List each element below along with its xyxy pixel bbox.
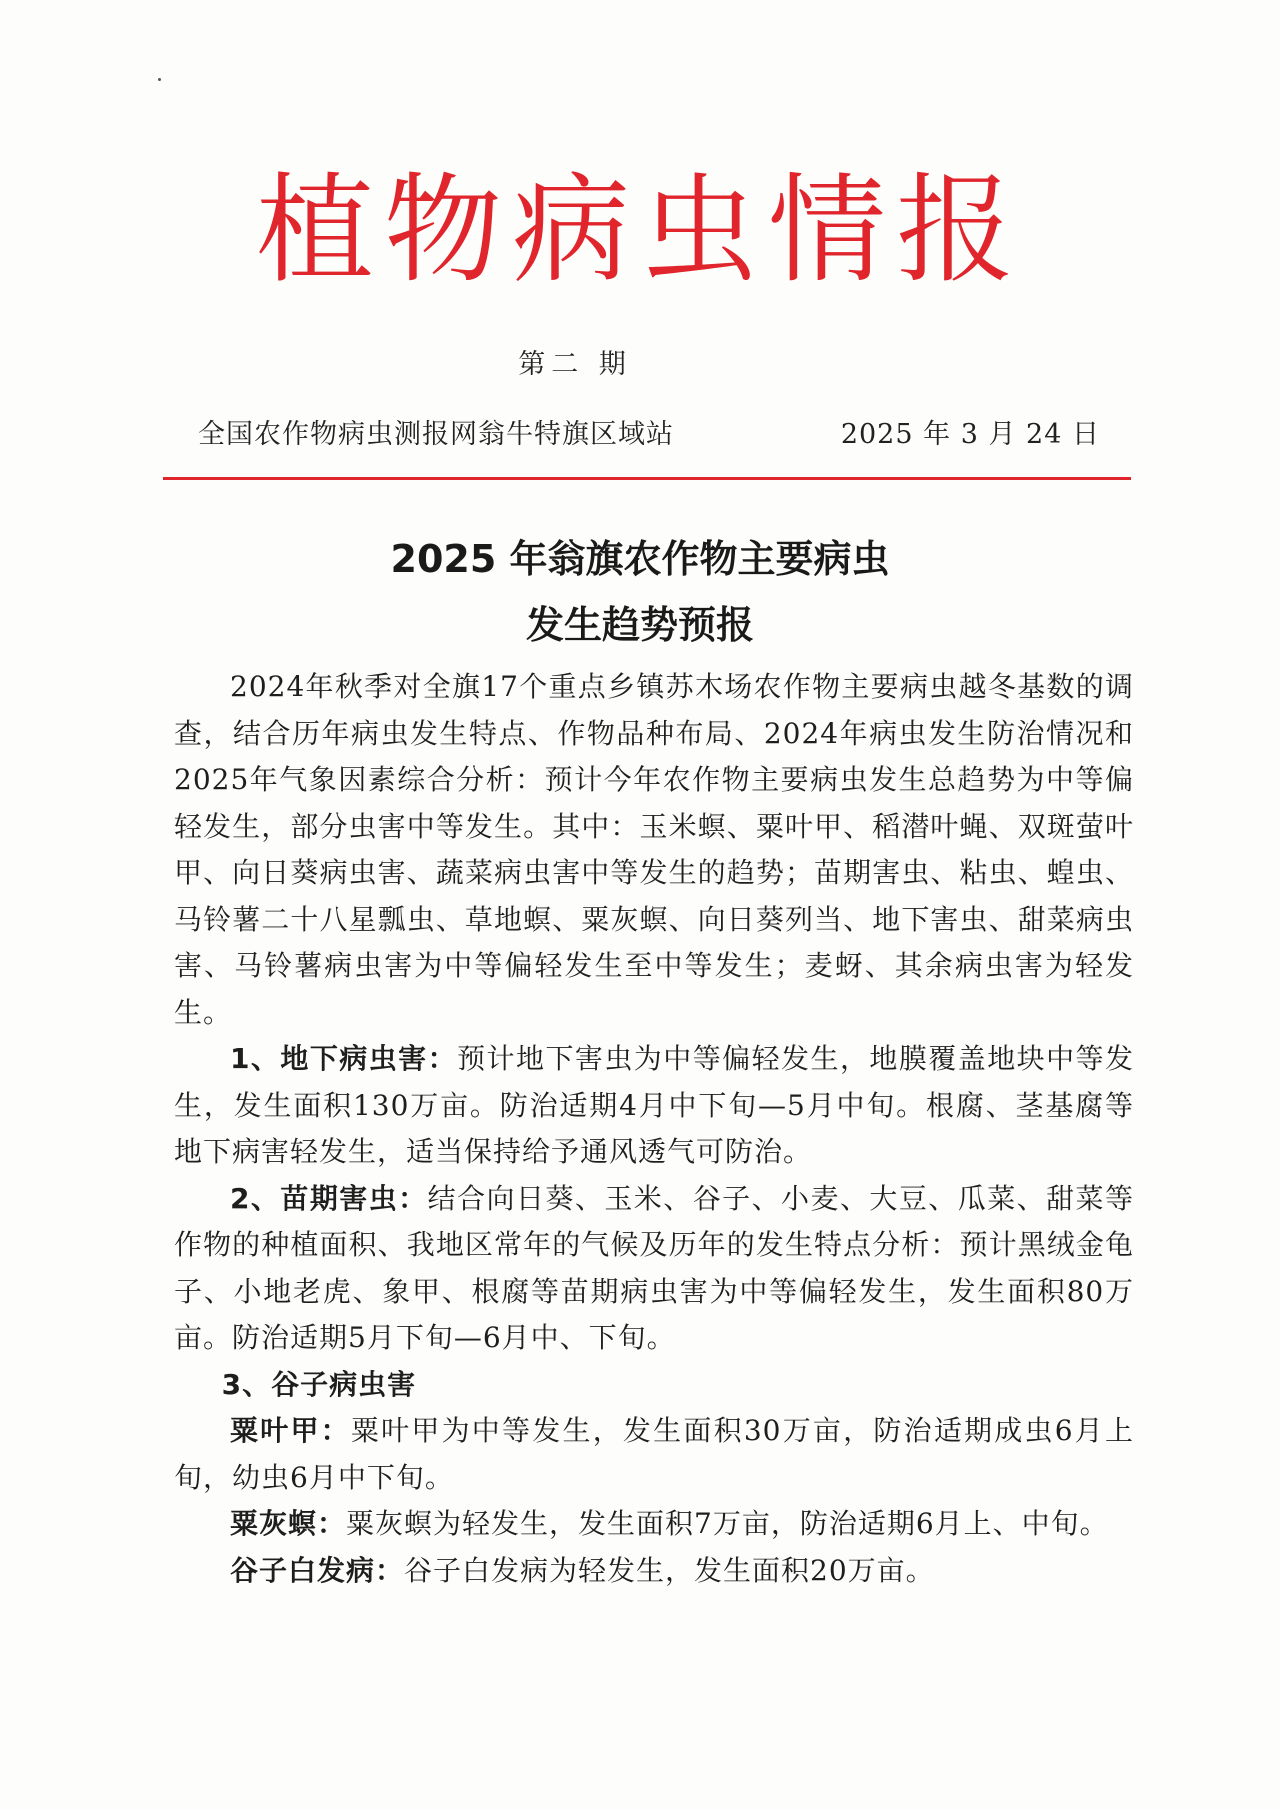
title-line-1: 2025 年翁旗农作物主要病虫	[390, 537, 890, 581]
pest-text: 谷子白发病为轻发生，发生面积20万亩。	[404, 1553, 935, 1587]
issue-number: 第二 期	[518, 349, 632, 380]
pest-text: 粟叶甲为中等发生，发生面积30万亩，防治适期成虫6月上旬，幼虫6月中下旬。	[174, 1414, 1134, 1494]
pest-name: 粟叶甲：	[230, 1414, 351, 1447]
pest-paragraph	[174, 1501, 1134, 1548]
section-text: 预计地下害虫为中等偏轻发生，地膜覆盖地块中等发生，发生面积130万亩。防治适期4月中下旬—5月中旬。根腐、茎基腐等地下病害轻发生，适当保持给予通风透气可防治。	[174, 1042, 1134, 1168]
masthead-title: 植物病虫情报	[255, 161, 1024, 299]
section-paragraph	[174, 1362, 1134, 1409]
section-heading: 2、苗期害虫：	[230, 1181, 428, 1215]
section-paragraph	[174, 1176, 1134, 1362]
pest-name: 谷子白发病：	[230, 1553, 405, 1587]
intro-paragraph: 2024年秋季对全旗17个重点乡镇苏木场农作物主要病虫越冬基数的调查，结合历年病虫发生特点、作物品种布局、2024年病虫发生防治情况和2025年气象因素综合分析：预计今年农作物主要病虫发生总趋势为中等偏轻发生，部分虫害中等发生。其中：玉米螟、粟叶甲、稻潜叶蝇、双斑萤叶甲、向日葵病虫害、蔬菜病虫害中等发生的趋势；苗期害虫、粘虫、蝗虫、马铃薯二十八星瓢虫、草地螟、粟灰螟、向日葵列当、地下害虫、甜菜病虫害、马铃薯病虫害为中等偏轻发生至中等发生；麦蚜、其余病虫害为轻发生。	[174, 670, 1134, 1029]
header-divider	[163, 477, 1131, 480]
document-body	[174, 664, 1134, 1594]
pest-name: 粟灰螟：	[230, 1507, 347, 1540]
section-text: 结合向日葵、玉米、谷子、小麦、大豆、瓜菜、甜菜等作物的种植面积、我地区常年的气候及历年的发生特点分析：预计黑绒金龟子、小地老虎、象甲、根腐等苗期病虫害为中等偏轻发生，发生面积80万亩。防治适期5月下旬—6月中、下旬。	[174, 1181, 1134, 1354]
publisher: 全国农作物病虫测报网翁牛特旗区域站	[198, 419, 674, 450]
section-paragraph	[174, 1036, 1134, 1176]
pest-paragraph	[174, 1548, 1134, 1595]
section-heading: 1、地下病虫害：	[230, 1042, 458, 1075]
pest-text: 粟灰螟为轻发生，发生面积7万亩，防治适期6月上、中旬。	[346, 1507, 1109, 1540]
title-line-2: 发生趋势预报	[525, 603, 754, 647]
pest-paragraph	[174, 1408, 1134, 1501]
scan-speck	[158, 78, 161, 81]
publish-date: 2025 年 3 月 24 日	[840, 419, 1100, 450]
section-heading: 3、谷子病虫害	[221, 1367, 417, 1401]
document-title	[0, 526, 1280, 658]
